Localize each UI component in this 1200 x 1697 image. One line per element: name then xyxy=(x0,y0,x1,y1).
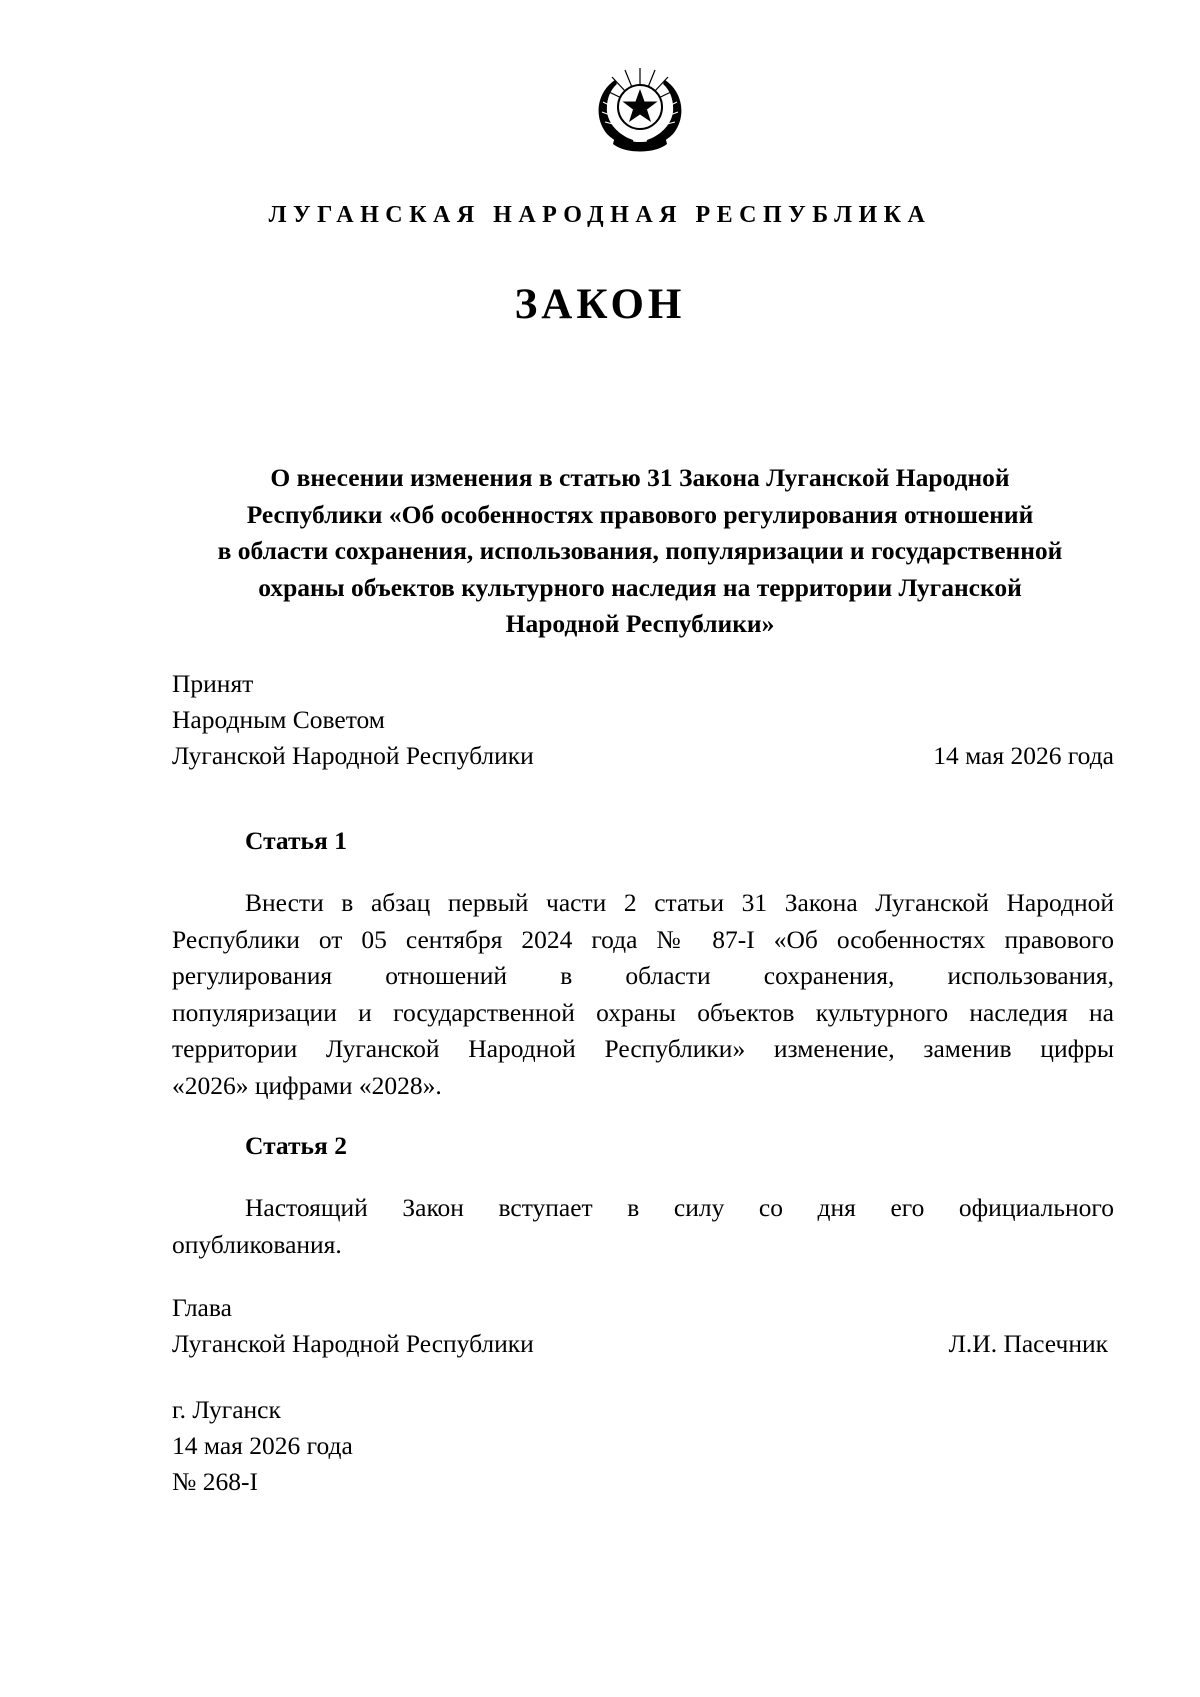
article-line: территории Луганской Народной Республики» изменение, заменив цифры xyxy=(172,1034,1114,1063)
adoption-line: Луганской Народной Республики xyxy=(172,741,534,770)
republic-name: ЛУГАНСКАЯ НАРОДНАЯ РЕСПУБЛИКА xyxy=(268,202,932,228)
article-heading: Статья 2 xyxy=(245,1131,347,1160)
signatory-name: Л.И. Пасечник xyxy=(948,1329,1108,1358)
adoption-line: Принят xyxy=(172,669,254,698)
signature-position: Луганской Народной Республики xyxy=(172,1329,534,1358)
article-heading: Статья 1 xyxy=(245,826,347,855)
article-body xyxy=(172,885,1114,1104)
document-type: ЗАКОН xyxy=(514,281,686,328)
adoption-date: 14 мая 2026 года xyxy=(933,741,1114,770)
coat-of-arms-icon xyxy=(585,62,695,157)
article-line: Республики от 05 сентября 2024 года № 87-I «Об особенностях правового xyxy=(172,924,1114,954)
law-title-line: Республики «Об особенностях правового регулирования отношений xyxy=(246,499,1034,529)
footer-number: № 268-I xyxy=(172,1467,258,1496)
article-body xyxy=(172,1190,1114,1263)
law-title-line: Народной Республики» xyxy=(505,609,775,638)
article-line: «2026» цифрами «2028». xyxy=(172,1070,442,1100)
article-line: регулирования отношений в области сохранения, использования, xyxy=(172,961,1114,990)
article-line: популяризации и государственной охраны объектов культурного наследия на xyxy=(172,997,1114,1027)
article-line: Настоящий Закон вступает в силу со дня его официального xyxy=(245,1193,1114,1222)
law-title-line: О внесении изменения в статью 31 Закона Луганской Народной xyxy=(270,463,1010,492)
law-title-line: в области сохранения, использования, популяризации и государственной xyxy=(217,536,1063,565)
article-line: Внести в абзац первый части 2 статьи 31 Закона Луганской Народной xyxy=(245,888,1114,917)
footer-date: 14 мая 2026 года xyxy=(172,1431,353,1460)
signature-position: Глава xyxy=(172,1293,232,1322)
law-title xyxy=(160,460,1120,643)
footer-city: г. Луганск xyxy=(172,1395,281,1424)
law-title-line: охраны объектов культурного наследия на территории Луганской xyxy=(258,572,1022,602)
adoption-line: Народным Советом xyxy=(172,705,385,734)
article-line: опубликования. xyxy=(172,1229,342,1259)
